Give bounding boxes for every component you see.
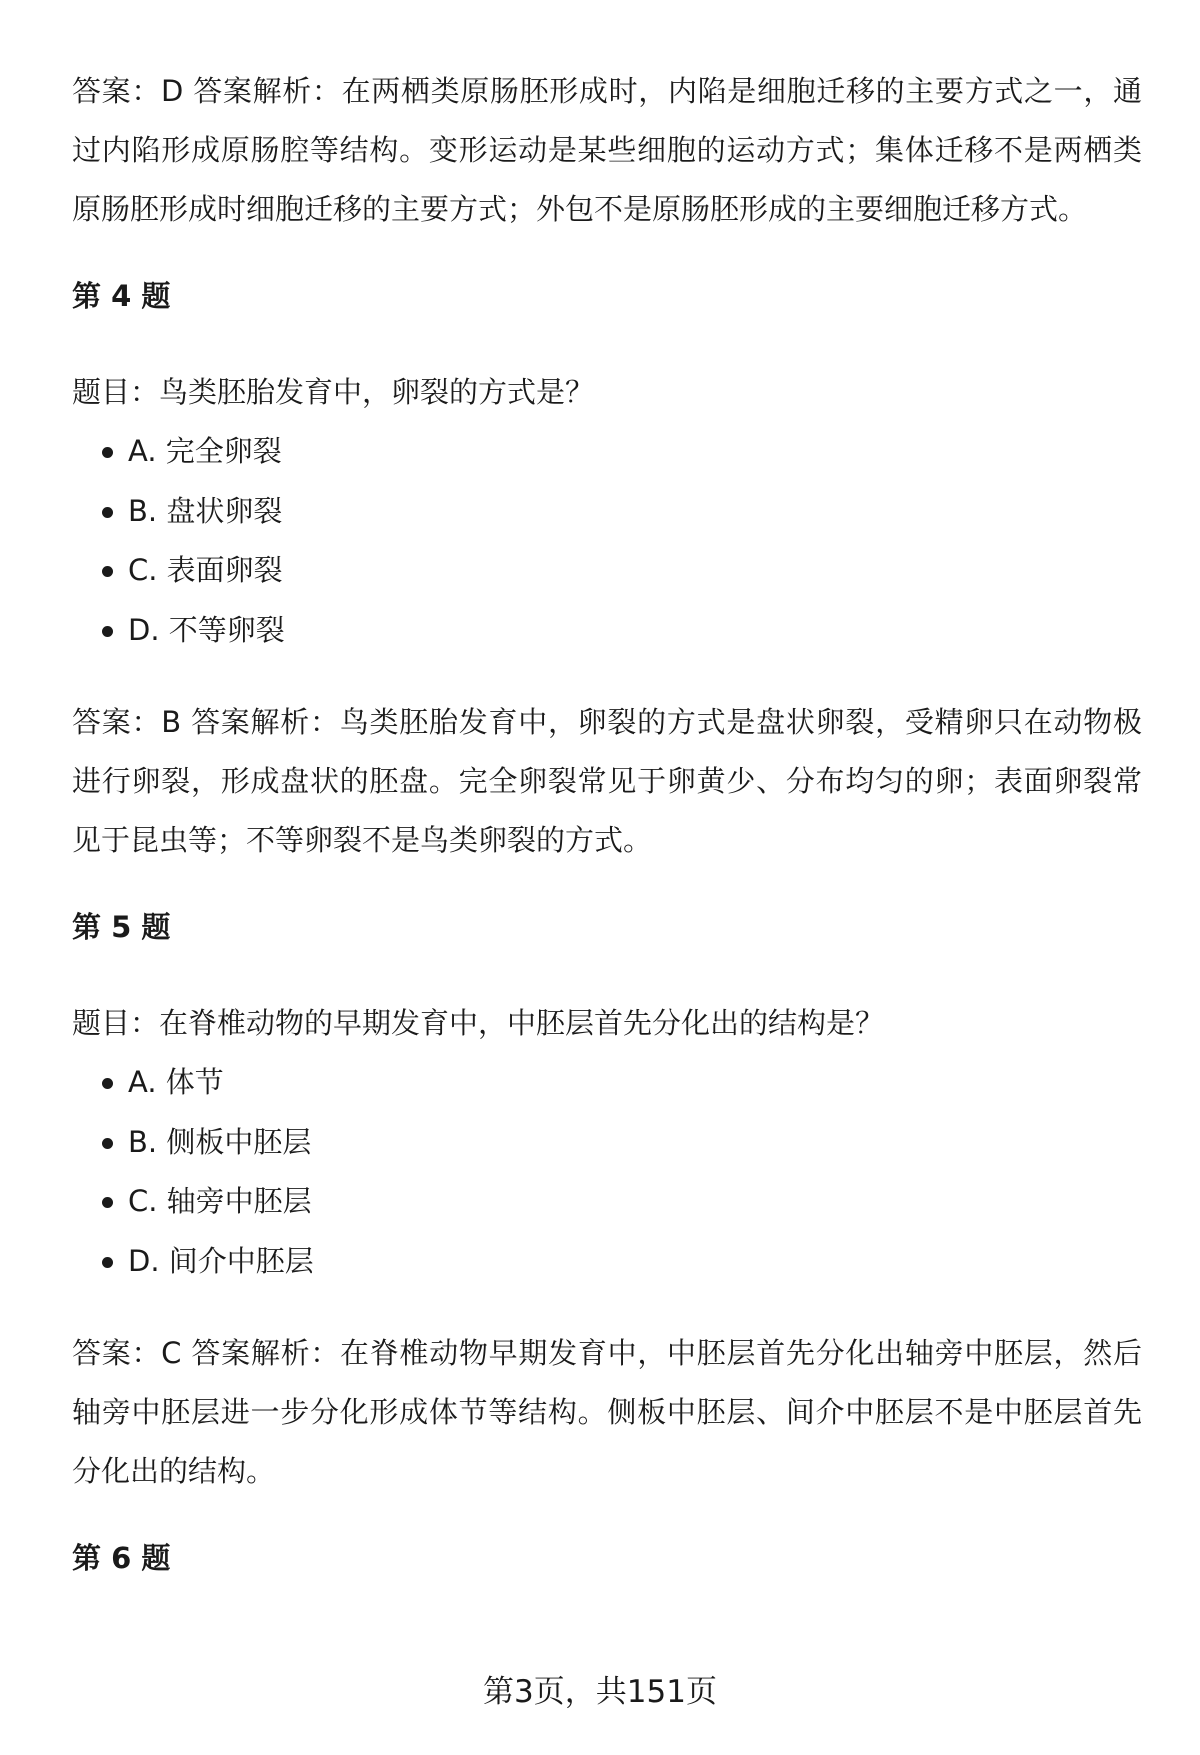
question-5-heading: 第 5 题: [72, 910, 171, 944]
question-4-text: 题目：鸟类胚胎发育中，卵裂的方式是？: [72, 375, 595, 409]
list-item: [72, 601, 1142, 661]
list-item: [72, 1113, 1142, 1173]
q4-answer-explanation: 答案：B 答案解析：鸟类胚胎发育中，卵裂的方式是盘状卵裂，受精卵只在动物极进行卵裂，形成盘状的胚盘。完全卵裂常见于卵黄少、分布均匀的卵；表面卵裂常见于昆虫等；不等卵裂不是鸟类卵裂的方式。: [72, 705, 1142, 857]
list-item: [72, 1053, 1142, 1113]
q5-answer-explanation: 答案：C 答案解析：在脊椎动物早期发育中，中胚层首先分化出轴旁中胚层，然后轴旁中胚层进一步分化形成体节等结构。侧板中胚层、间介中胚层不是中胚层首先分化出的结构。: [72, 1336, 1142, 1488]
list-item: [72, 482, 1142, 542]
q3-answer-explanation: 答案：D 答案解析：在两栖类原肠胚形成时，内陷是细胞迁移的主要方式之一，通过内陷形成原肠腔等结构。变形运动是某些细胞的运动方式；集体迁移不是两栖类原肠胚形成时细胞迁移的主要方式；外包不是原肠胚形成的主要细胞迁移方式。: [72, 74, 1142, 226]
question-4-heading: 第 4 题: [72, 279, 171, 313]
list-item: [72, 1232, 1142, 1292]
option-label: A. 完全卵裂: [128, 434, 282, 468]
page-number-footer: 第3页，共151页: [483, 1674, 717, 1710]
bullet-icon: [102, 1197, 113, 1208]
option-label: C. 轴旁中胚层: [128, 1184, 312, 1218]
document-page: [72, 62, 1142, 1578]
option-label: B. 侧板中胚层: [128, 1124, 312, 1159]
bullet-icon: [102, 1257, 113, 1268]
option-label: A. 体节: [128, 1065, 224, 1099]
list-item: [72, 541, 1142, 601]
bullet-icon: [102, 566, 113, 577]
question-4-options: [72, 422, 1142, 660]
list-item: [72, 1172, 1142, 1232]
option-label: D. 间介中胚层: [128, 1243, 314, 1278]
option-label: B. 盘状卵裂: [128, 493, 283, 528]
bullet-icon: [102, 626, 113, 637]
option-label: C. 表面卵裂: [128, 553, 283, 587]
bullet-icon: [102, 1138, 113, 1149]
bullet-icon: [102, 507, 113, 518]
question-6-heading: 第 6 题: [72, 1541, 171, 1575]
question-5-text: 题目：在脊椎动物的早期发育中，中胚层首先分化出的结构是？: [72, 1006, 885, 1040]
list-item: [72, 422, 1142, 482]
question-5-options: [72, 1053, 1142, 1291]
bullet-icon: [102, 447, 113, 458]
bullet-icon: [102, 1078, 113, 1089]
option-label: D. 不等卵裂: [128, 612, 285, 647]
